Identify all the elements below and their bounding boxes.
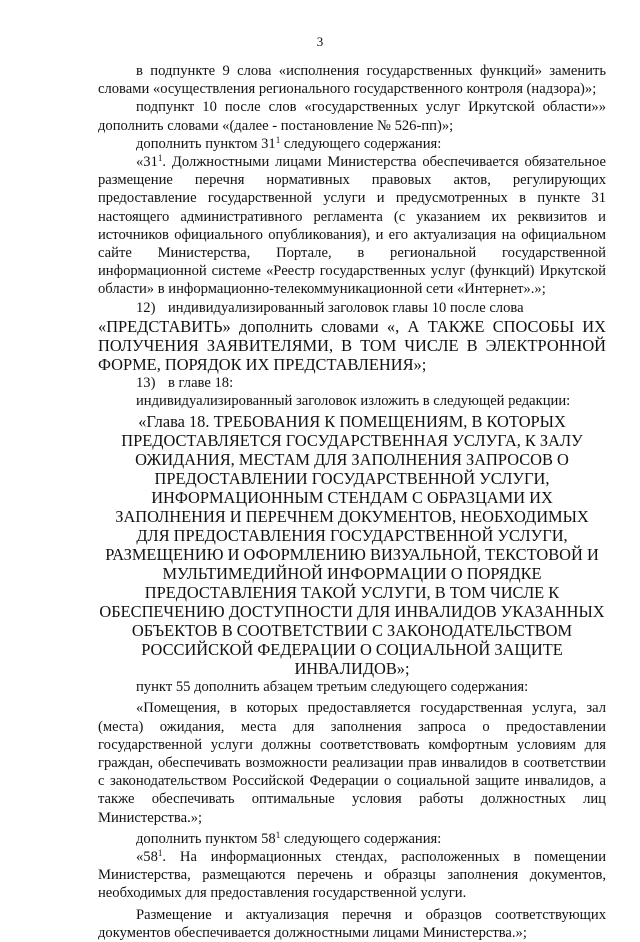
paragraph-heading-intro: индивидуализированный заголовок изложить в следующей редакции: bbox=[136, 393, 571, 410]
text-segment: индивидуализированный заголовок главы 10 после слова bbox=[168, 299, 524, 316]
paragraph-item-13 bbox=[98, 374, 606, 392]
superscript: 1 bbox=[157, 153, 163, 164]
text-segment: «58 bbox=[136, 849, 158, 866]
paragraph-subitem-10: подпункт 10 после слов «государственных услуг Иркутской области»» дополнить словами «(далее - постановление № 526-пп)»; bbox=[98, 99, 606, 134]
document-body bbox=[98, 62, 606, 942]
paragraph-add-item-31-1 bbox=[98, 135, 606, 153]
page-number: 3 bbox=[316, 34, 324, 49]
superscript: 1 bbox=[157, 848, 163, 859]
paragraph-item-55-text: «Помещения, в которых предоставляется государственная услуга, зал (места) ожидания, места для заполнения запроса о предоставлении государственной услуги должны соответствовать комфортным условиям для граждан, обеспечивать возможности реализации прав инвалидов в соответствии с законодательством Российской Федерации о социальной защите инвалидов, а также обеспечивать оптимальные условия работы должностных лиц Министерства.»; bbox=[98, 700, 606, 826]
text-segment: дополнить пунктом 31 bbox=[136, 135, 276, 152]
paragraph-add-item-58-1 bbox=[98, 830, 606, 848]
superscript: 1 bbox=[275, 134, 281, 145]
heading-chapter-18: «Глава 18. ТРЕБОВАНИЯ К ПОМЕЩЕНИЯМ, В КОТОРЫХ ПРЕДОСТАВЛЯЕТСЯ ГОСУДАРСТВЕННАЯ УСЛУГА, К ЗАЛУ ОЖИДАНИЯ, МЕСТАМ ДЛЯ ЗАПОЛНЕНИЯ ЗАПРОСОВ О ПРЕДОСТАВЛЕНИИ ГОСУДАРСТВЕННОЙ УСЛУГИ, ИНФОРМАЦИОННЫМ СТЕНДАМ С ОБРАЗЦАМИ ИХ ЗАПОЛНЕНИЯ И ПЕРЕЧНЕМ ДОКУМЕНТОВ, НЕОБХОДИМЫХ ДЛЯ ПРЕДОСТАВЛЕНИЯ ГОСУДАРСТВЕННОЙ УСЛУГИ, РАЗМЕЩЕНИЮ И ОФОРМЛЕНИЮ ВИЗУАЛЬНОЙ, ТЕКСТОВОЙ И МУЛЬТИМЕДИЙНОЙ ИНФОРМАЦИИ О ПОРЯДКЕ ПРЕДОСТАВЛЕНИЯ ТАКОЙ УСЛУГИ, В ТОМ ЧИСЛЕ К ОБЕСПЕЧЕНИЮ ДОСТУПНОСТИ ДЛЯ ИНВАЛИДОВ УКАЗАННЫХ ОБЪЕКТОВ В СООТВЕТСТВИИ С ЗАКОНОДАТЕЛЬСТВОМ РОССИЙСКОЙ ФЕДЕРАЦИИ О СОЦИАЛЬНОЙ ЗАЩИТЕ ИНВАЛИДОВ»; bbox=[99, 412, 605, 679]
paragraph-subitem-9: в подпункте 9 слова «исполнения государственных функций» заменить словами «осуществления регионального государственного контроля (надзора)»; bbox=[98, 63, 606, 98]
paragraph-item-31-1-text bbox=[98, 153, 606, 299]
text-segment: «31 bbox=[136, 154, 158, 171]
text-segment: . На информационных стендах, расположенных в помещении Министерства, размещаются перечень и образцы заполнения документов, необходимых для предоставления государственной услуги. bbox=[98, 849, 606, 902]
heading-chapter-10-addition: «ПРЕДСТАВИТЬ» дополнить словами «, А ТАКЖЕ СПОСОБЫ ИХ ПОЛУЧЕНИЯ ЗАЯВИТЕЛЯМИ, В ТОМ ЧИСЛЕ В ЭЛЕКТРОННОЙ ФОРМЕ, ПОРЯДОК ИХ ПРЕДСТАВЛЕНИЯ»; bbox=[98, 316, 606, 374]
item-number: 13) bbox=[136, 374, 156, 391]
text-segment: следующего содержания: bbox=[280, 135, 442, 152]
paragraph-item-55: пункт 55 дополнить абзацем третьим следующего содержания: bbox=[136, 679, 529, 696]
paragraph-item-58-1-text bbox=[98, 848, 606, 903]
superscript: 1 bbox=[275, 829, 281, 840]
text-segment: дополнить пунктом 58 bbox=[136, 830, 276, 847]
text-segment: в главе 18: bbox=[168, 374, 234, 391]
item-number: 12) bbox=[136, 299, 156, 316]
text-segment: . Должностными лицами Министерства обеспечивается обязательное размещение перечня нормативных правовых актов, регулирующих предоставление государственной услуги и предусмотренных в пункте 31 настоящего административного регламента (с указанием их реквизитов и источников официального опубликования), и его актуализация на официальном сайте Министерства, Портале, в региональной государственной информационной системе «Реестр государственных услуг (функций) Иркутской области» в информационно-телекоммуникационной сети «Интернет».»; bbox=[98, 154, 606, 298]
paragraph-item-12 bbox=[98, 299, 606, 317]
text-segment: следующего содержания: bbox=[280, 830, 442, 847]
paragraph-item-58-1-second: Размещение и актуализация перечня и образцов соответствующих документов обеспечивается должностными лицами Министерства.»; bbox=[98, 906, 606, 941]
